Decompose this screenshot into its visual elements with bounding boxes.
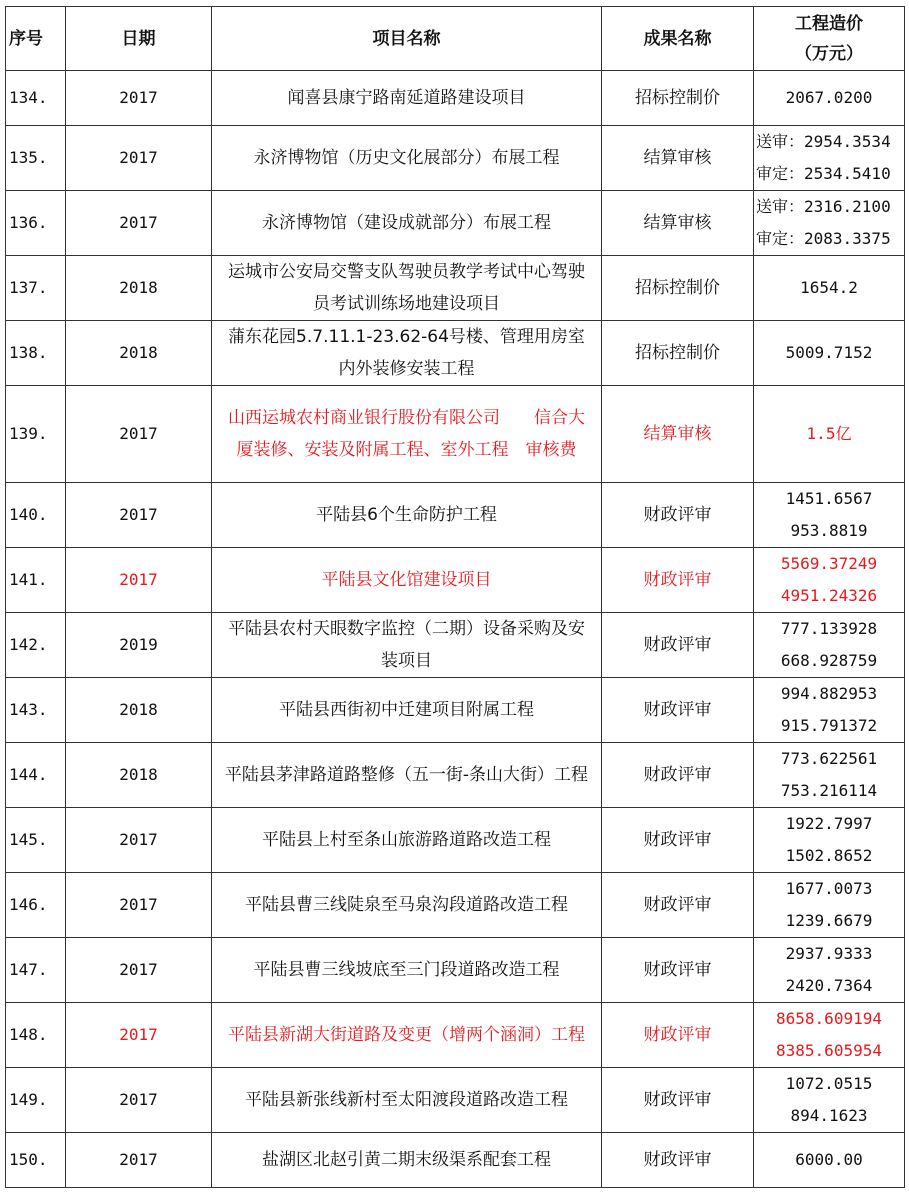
cell-name: 平陆县曹三线坡底至三门段道路改造工程 [212, 938, 602, 1003]
cell-cost [754, 71, 905, 126]
cell-date: 2018 [66, 321, 212, 386]
cell-name: 平陆县茅津路道路整修（五一街-条山大街）工程 [212, 743, 602, 808]
table-row [6, 678, 905, 743]
header-cost [754, 7, 905, 71]
table-header-row [6, 7, 905, 71]
header-cost-line1: 工程造价 [795, 13, 863, 34]
cell-cost [754, 1068, 905, 1133]
cell-result: 财政评审 [602, 1133, 754, 1188]
cost-value-2: 8385.605954 [776, 1041, 882, 1060]
cost-value-1: 1.5亿 [806, 424, 852, 443]
cost-value-2: 894.1623 [790, 1106, 868, 1125]
cost-value-1: 773.622561 [780, 749, 878, 768]
cell-date: 2017 [66, 483, 212, 548]
cell-date: 2017 [66, 938, 212, 1003]
cell-date: 2019 [66, 613, 212, 678]
cost-value-2: 953.8819 [790, 521, 868, 540]
cost-value-2: 2420.7364 [785, 976, 873, 995]
table-row [6, 1068, 905, 1133]
cell-date: 2017 [66, 386, 212, 483]
cell-no: 147. [6, 938, 66, 1003]
cell-cost [754, 126, 905, 191]
cell-cost [754, 743, 905, 808]
cell-no: 146. [6, 873, 66, 938]
table-row [6, 743, 905, 808]
cost-value-2: 668.928759 [780, 651, 878, 670]
cell-no: 141. [6, 548, 66, 613]
cost-value-1: 777.133928 [780, 619, 878, 638]
cell-result: 财政评审 [602, 678, 754, 743]
cell-result: 财政评审 [602, 613, 754, 678]
cost-value-2: 1502.8652 [785, 846, 873, 865]
header-cost-line2: （万元） [795, 43, 863, 64]
cost-value-1: 2937.9333 [785, 944, 873, 963]
cost-value-1: 994.882953 [780, 684, 878, 703]
cell-no: 143. [6, 678, 66, 743]
table-row-highlighted [6, 1003, 905, 1068]
cell-cost [754, 808, 905, 873]
cell-cost [754, 483, 905, 548]
cost-value-1: 5569.37249 [780, 554, 878, 573]
cell-date: 2017 [66, 71, 212, 126]
cell-result: 财政评审 [602, 483, 754, 548]
table-row [6, 613, 905, 678]
header-name: 项目名称 [212, 7, 602, 71]
cost-value-2: 审定：2083.3375 [756, 229, 891, 248]
cost-value-1: 5009.7152 [785, 343, 873, 362]
cell-date: 2017 [66, 1003, 212, 1068]
cell-cost [754, 256, 905, 321]
cell-name: 平陆县6个生命防护工程 [212, 483, 602, 548]
cell-name: 盐湖区北赵引黄二期末级渠系配套工程 [212, 1133, 602, 1188]
cell-no: 148. [6, 1003, 66, 1068]
table-row [6, 191, 905, 256]
cell-name: 平陆县上村至条山旅游路道路改造工程 [212, 808, 602, 873]
cell-cost [754, 386, 905, 483]
cell-name: 平陆县曹三线陡泉至马泉沟段道路改造工程 [212, 873, 602, 938]
cell-no: 142. [6, 613, 66, 678]
table-row [6, 126, 905, 191]
cell-date: 2018 [66, 743, 212, 808]
cell-name: 闻喜县康宁路南延道路建设项目 [212, 71, 602, 126]
cost-value-1: 送审：2316.2100 [756, 197, 891, 216]
cell-date: 2017 [66, 191, 212, 256]
cost-value-1: 1654.2 [800, 278, 858, 297]
cell-no: 140. [6, 483, 66, 548]
cell-result: 结算审核 [602, 191, 754, 256]
cell-name: 平陆县西街初中迁建项目附属工程 [212, 678, 602, 743]
cell-name: 永济博物馆（建设成就部分）布展工程 [212, 191, 602, 256]
cost-value-2: 1239.6679 [785, 911, 873, 930]
cost-value-2: 4951.24326 [780, 586, 878, 605]
cell-date: 2017 [66, 548, 212, 613]
cell-no: 144. [6, 743, 66, 808]
cell-no: 150. [6, 1133, 66, 1188]
cell-no: 134. [6, 71, 66, 126]
cell-cost [754, 873, 905, 938]
cell-cost [754, 191, 905, 256]
cost-value-1: 1677.0073 [785, 879, 873, 898]
cell-cost [754, 678, 905, 743]
cell-no: 135. [6, 126, 66, 191]
cell-name: 平陆县农村天眼数字监控（二期）设备采购及安装项目 [212, 613, 602, 678]
cell-name: 平陆县新湖大街道路及变更（增两个涵洞）工程 [212, 1003, 602, 1068]
cell-result: 招标控制价 [602, 321, 754, 386]
cell-name: 运城市公安局交警支队驾驶员教学考试中心驾驶员考试训练场地建设项目 [212, 256, 602, 321]
cell-date: 2018 [66, 256, 212, 321]
cost-value-1: 2067.0200 [785, 88, 873, 107]
cost-value-1: 送审：2954.3534 [756, 132, 891, 151]
cell-cost [754, 548, 905, 613]
cell-result: 财政评审 [602, 873, 754, 938]
cell-result: 财政评审 [602, 808, 754, 873]
table-row-highlighted [6, 386, 905, 483]
cell-name: 山西运城农村商业银行股份有限公司 信合大厦装修、安装及附属工程、室外工程 审核费 [212, 386, 602, 483]
table-row [6, 938, 905, 1003]
cell-result: 财政评审 [602, 548, 754, 613]
cell-date: 2018 [66, 678, 212, 743]
cell-result: 财政评审 [602, 938, 754, 1003]
table-row [6, 1133, 905, 1188]
cell-cost [754, 1003, 905, 1068]
table-row [6, 321, 905, 386]
cell-result: 财政评审 [602, 1068, 754, 1133]
cell-cost [754, 1133, 905, 1188]
cell-result: 结算审核 [602, 126, 754, 191]
cost-value-1: 1922.7997 [785, 814, 873, 833]
cell-cost [754, 321, 905, 386]
cell-no: 145. [6, 808, 66, 873]
cell-date: 2017 [66, 126, 212, 191]
cell-cost [754, 613, 905, 678]
cell-no: 138. [6, 321, 66, 386]
table-row [6, 483, 905, 548]
cell-result: 财政评审 [602, 1003, 754, 1068]
cost-value-2: 审定：2534.5410 [756, 164, 891, 183]
cell-date: 2017 [66, 873, 212, 938]
table-row-highlighted [6, 548, 905, 613]
cell-no: 139. [6, 386, 66, 483]
header-result: 成果名称 [602, 7, 754, 71]
cell-result: 招标控制价 [602, 256, 754, 321]
cell-no: 136. [6, 191, 66, 256]
cell-date: 2017 [66, 1133, 212, 1188]
table-row [6, 873, 905, 938]
cell-name: 平陆县文化馆建设项目 [212, 548, 602, 613]
header-date: 日期 [66, 7, 212, 71]
cell-result: 财政评审 [602, 743, 754, 808]
cost-value-1: 1451.6567 [785, 489, 873, 508]
cell-no: 137. [6, 256, 66, 321]
table-row [6, 71, 905, 126]
cost-value-1: 1072.0515 [785, 1074, 873, 1093]
cost-value-1: 8658.609194 [776, 1009, 882, 1028]
cell-date: 2017 [66, 808, 212, 873]
cell-name: 永济博物馆（历史文化展部分）布展工程 [212, 126, 602, 191]
cell-name: 平陆县新张线新村至太阳渡段道路改造工程 [212, 1068, 602, 1133]
header-no: 序号 [6, 7, 66, 71]
cost-value-1: 6000.00 [795, 1150, 863, 1169]
cell-result: 招标控制价 [602, 71, 754, 126]
table-row [6, 808, 905, 873]
cost-value-2: 753.216114 [780, 781, 878, 800]
cell-result: 结算审核 [602, 386, 754, 483]
table-row [6, 256, 905, 321]
cost-value-2: 915.791372 [780, 716, 878, 735]
project-table [5, 6, 905, 1188]
cell-no: 149. [6, 1068, 66, 1133]
cell-cost [754, 938, 905, 1003]
cell-date: 2017 [66, 1068, 212, 1133]
cell-name: 蒲东花园5.7.11.1-23.62-64号楼、管理用房室内外装修安装工程 [212, 321, 602, 386]
